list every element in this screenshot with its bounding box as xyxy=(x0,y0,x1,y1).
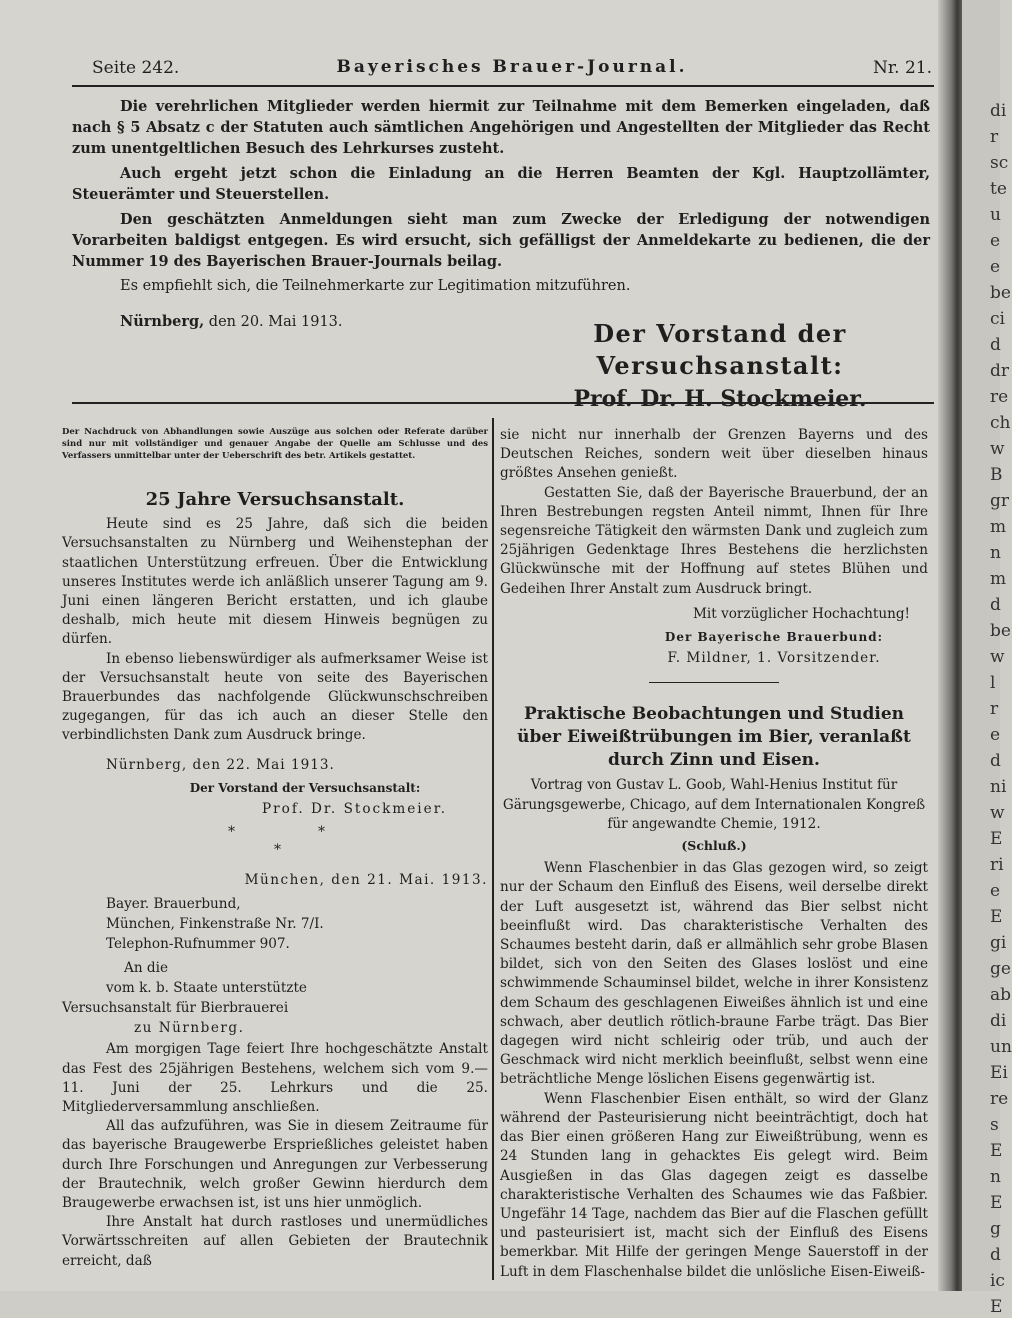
edge-fragment: ic xyxy=(990,1271,1005,1291)
edge-fragment: be xyxy=(990,283,1011,303)
edge-fragment: ge xyxy=(990,959,1011,979)
signature-name: F. Mildner, 1. Vorsitzender. xyxy=(667,650,881,667)
address-line: Bayer. Brauerbund, xyxy=(106,896,241,913)
edge-fragment: E xyxy=(990,1193,1003,1213)
adjacent-page-edge xyxy=(962,0,1012,1317)
separator-stars xyxy=(62,819,488,865)
paragraph: All das aufzuführen, was Sie in diesem Zeitraume für das bayerische Braugewerbe Ersprießliches geleistet haben durch Ihre Forschungen und Anregungen zur Verbesserung der Brautechnik, welch großer Gewinn hierdurch dem Braugewerbe erwachsen ist, ist uns hier unmöglich. xyxy=(62,1118,488,1212)
edge-fragment: ni xyxy=(990,777,1007,797)
letter-dateline: München, den 21. Mai. 1913. xyxy=(244,872,488,889)
signature-board: Der Vorstand der Versuchsanstalt: xyxy=(593,319,847,380)
paragraph: Ihre Anstalt hat durch rastloses und unermüdliches Vorwärtsschreiten auf allen Gebieten der Brautechnik erreicht, daß xyxy=(62,1214,488,1269)
edge-fragment: gi xyxy=(990,933,1007,953)
page-number: Seite 242. xyxy=(92,58,180,78)
paragraph: sie nicht nur innerhalb der Grenzen Bayerns und des Deutschen Reiches, sondern weit über dieselben hinaus größtes Ansehen genießt. xyxy=(500,427,928,482)
article-separator xyxy=(649,682,779,683)
edge-fragment: Ei xyxy=(990,1063,1008,1083)
article-title: 25 Jahre Versuchsanstalt. xyxy=(145,489,405,510)
sender-address xyxy=(106,894,488,954)
article-byline: Vortrag von Gustav L. Goob, Wahl-Henius Institut für Gärungsgewerbe, Chicago, auf dem Internationalen Kongreß für angewandte Chemie, 1912. xyxy=(502,777,926,832)
edge-fragment: d xyxy=(990,595,1001,615)
edge-fragment: w xyxy=(990,647,1005,667)
binding-gutter xyxy=(938,0,962,1291)
paragraph: Gestatten Sie, daß der Bayerische Brauerbund, der an Ihren Bestrebungen regsten Anteil nimmt, Ihnen für Ihre segensreiche Tätigkeit den wärmsten Dank und zugleich zum 25jährigen Gedenktage Ihres Bestehens die herzlichsten Glückwünsche mit der Hoffnung auf stetes Blühen und Gedeihen Ihrer Anstalt zum Ausdruck bringt. xyxy=(500,484,928,597)
edge-fragment: E xyxy=(990,1141,1003,1161)
edge-fragment: e xyxy=(990,881,1001,901)
edge-fragment: te xyxy=(990,179,1007,199)
header-rule xyxy=(72,85,934,87)
edge-fragment: ri xyxy=(990,855,1004,875)
signature-board: Der Bayerische Brauerbund: xyxy=(664,630,884,645)
paragraph: In ebenso liebenswürdiger als aufmerksamer Weise ist der Versuchsanstalt heute von seite des Bayerischen Brauerbundes das nachfolgende Glückwunschschreiben zugegangen, für das ich auch an dieser Stelle den verbindlichsten Dank zum Ausdruck bringe. xyxy=(62,650,488,744)
address-line: Versuchsanstalt für Bierbrauerei xyxy=(62,1000,289,1017)
star: * xyxy=(228,824,235,841)
invitation-notice xyxy=(72,96,930,333)
paragraph: Wenn Flaschenbier Eisen enthält, so wird der Glanz während der Pasteurisierung nicht beeinträchtigt, doch hat das Bier einen größeren Hang zur Eiweißtrübung, wenn es 24 Stunden lang in gehacktes Eis gelegt wird. Beim Ausgießen in das Glas dagegen zeigt es dasselbe charakteristische Verhalten des Schaumes wie das Faßbier. Ungefähr 14 Tage, nachdem das Bier auf die Flaschen gefüllt und pasteurisiert ist, macht sich der Einfluß des Eisens bemerkbar. Mit Hilfe der geringen Menge Sauerstoff in der Luft in dem Flaschenhalse bildet die unlösliche Eisen-Eiweiß- xyxy=(500,1090,928,1280)
paragraph: Heute sind es 25 Jahre, daß sich die beiden Versuchsanstalten zu Nürnberg und Weihenstephan der staatlichen Unterstützung erfreuen. Über die Entwicklung unseres Institutes werde ich anläßlich unserer Tagung am 9. Juni einen längeren Bericht erstatten, und ich glaube deshalb, mich heute mit diesem Hinweis begnügen zu dürfen. xyxy=(62,516,488,648)
edge-fragment: n xyxy=(990,1167,1001,1187)
notice-paragraph: Die verehrlichen Mitglieder werden hiermit zur Teilnahme mit dem Bemerken eingeladen, daß nach § 5 Absatz c der Statuten auch sämtlichen Angehörigen und Angestellten der Mitglieder das Recht zum unentgeltlichen Besuch des Lehrkurses zusteht. xyxy=(72,98,930,157)
notice-paragraph: Auch ergeht jetzt schon die Einladung an die Herren Beamten der Kgl. Hauptzollämter, Steuerämter und Steuerstellen. xyxy=(72,165,930,203)
address-line: An die xyxy=(124,960,168,977)
reprint-note: Der Nachdruck von Abhandlungen sowie Auszüge aus solchen oder Referate darüber sind nur mit vollständiger und genauer Angabe der Quelle am Schlusse und des Verfassers unmittelbar unter der Ueberschrift des betr. Artikels gestattet. xyxy=(62,427,488,461)
notice-paragraph: Es empfiehlt sich, die Teilnehmerkarte zur Legitimation mitzuführen. xyxy=(120,278,631,294)
edge-fragment: w xyxy=(990,803,1005,823)
paragraph: Wenn Flaschenbier in das Glas gezogen wird, so zeigt nur der Schaum den Einfluß des Eisens, weil derselbe direkt der Luft ausgesetzt ist, während das Bier selbst nicht beeinflußt wird. Das charakteristische Verhalten des Schaumes besteht darin, daß er allmählich sehr grobe Blasen bildet, sich von den Seiten des Glases loslöst und eine schwimmende Schauminsel bildet, welche in ihrer Konsistenz dem Schaum des geschlagenen Eiweißes ähnlich ist und eine schwach, aber deutlich rötlich-braune Farbe trägt. Das Bier dagegen wird nicht schleirig oder trüb, und auch der Geschmack wird nicht merklich beeinflußt, selbst wenn eine beträchtliche Menge löslichen Eisens gegenwärtig ist. xyxy=(500,860,928,1088)
signature-name: Prof. Dr. Stockmeier. xyxy=(262,801,448,818)
paragraph: Am morgigen Tage feiert Ihre hochgeschätzte Anstalt das Fest des 25jährigen Bestehens, welchem sich vom 9.—11. Juni der 25. Lehrkurs und die 25. Mitgliederversammlung anschließen. xyxy=(62,1041,488,1116)
edge-fragment: E xyxy=(990,907,1003,927)
edge-fragment: E xyxy=(990,1297,1003,1317)
closing-greeting: Mit vorzüglicher Hochachtung! xyxy=(693,605,910,622)
notice-signature xyxy=(500,318,940,414)
edge-fragment: d xyxy=(990,1245,1001,1265)
edge-fragment: ci xyxy=(990,309,1005,329)
recipient-address xyxy=(62,958,488,1038)
edge-fragment: re xyxy=(990,387,1009,407)
edge-fragment: e xyxy=(990,257,1001,277)
address-line: vom k. b. Staate unterstützte xyxy=(106,980,307,997)
edge-fragment: n xyxy=(990,543,1001,563)
edge-fragment: E xyxy=(990,829,1003,849)
edge-fragment: d xyxy=(990,751,1001,771)
notice-paragraph: Den geschätzten Anmeldungen sieht man zum Zwecke der Erledigung der notwendigen Vorarbeiten baldigst entgegen. Es wird ersucht, sich gefälligst der Anmeldekarte zu bedienen, die der Nummer 19 des Bayerischen Brauer-Journals beilag. xyxy=(72,211,930,270)
edge-fragment: e xyxy=(990,231,1001,251)
edge-fragment: r xyxy=(990,127,999,147)
edge-fragment: e xyxy=(990,725,1001,745)
edge-fragment: B xyxy=(990,465,1003,485)
star: * xyxy=(274,842,281,859)
edge-fragment: m xyxy=(990,569,1007,589)
place-date: Nürnberg, den 22. Mai 1913. xyxy=(106,756,335,773)
edge-fragment: l xyxy=(990,673,996,693)
edge-fragment: dr xyxy=(990,361,1010,381)
edge-fragment: m xyxy=(990,517,1007,537)
edge-fragment: s xyxy=(990,1115,999,1135)
signature-board: Der Vorstand der Versuchsanstalt: xyxy=(189,780,421,795)
edge-fragment: w xyxy=(990,439,1005,459)
issue-number: Nr. 21. xyxy=(873,58,932,78)
edge-fragment: ab xyxy=(990,985,1012,1005)
right-column xyxy=(500,426,928,1282)
left-column xyxy=(62,426,488,1271)
edge-fragment: u xyxy=(990,205,1001,225)
place-date: den 20. Mai 1913. xyxy=(204,314,343,330)
journal-title: Bayerisches Brauer-Journal. xyxy=(336,57,688,77)
article-part-label: (Schluß.) xyxy=(681,838,747,854)
page-header xyxy=(92,58,932,82)
address-line: Telephon-Rufnummer 907. xyxy=(106,936,290,953)
edge-fragment: g xyxy=(990,1219,1001,1239)
article-title: Praktische Beobachtungen und Studien über Eiweißtrübungen im Bier, veranlaßt durch Zinn und Eisen. xyxy=(517,704,911,771)
edge-fragment: r xyxy=(990,699,999,719)
edge-fragment: re xyxy=(990,1089,1009,1109)
place-city: Nürnberg, xyxy=(120,313,205,330)
signature-name: Prof. Dr. H. Stockmeier. xyxy=(573,386,867,412)
address-line: zu Nürnberg. xyxy=(134,1020,245,1037)
edge-fragment: d xyxy=(990,335,1001,355)
edge-fragment: sc xyxy=(990,153,1009,173)
edge-fragment: di xyxy=(990,1011,1007,1031)
edge-fragment: ch xyxy=(990,413,1011,433)
star: * xyxy=(318,824,325,841)
edge-fragment: be xyxy=(990,621,1011,641)
address-line: München, Finkenstraße Nr. 7/I. xyxy=(106,916,324,933)
edge-fragment: di xyxy=(990,101,1007,121)
edge-fragment: gr xyxy=(990,491,1010,511)
section-rule xyxy=(72,402,934,404)
column-divider xyxy=(492,418,494,1280)
edge-fragment: un xyxy=(990,1037,1012,1057)
